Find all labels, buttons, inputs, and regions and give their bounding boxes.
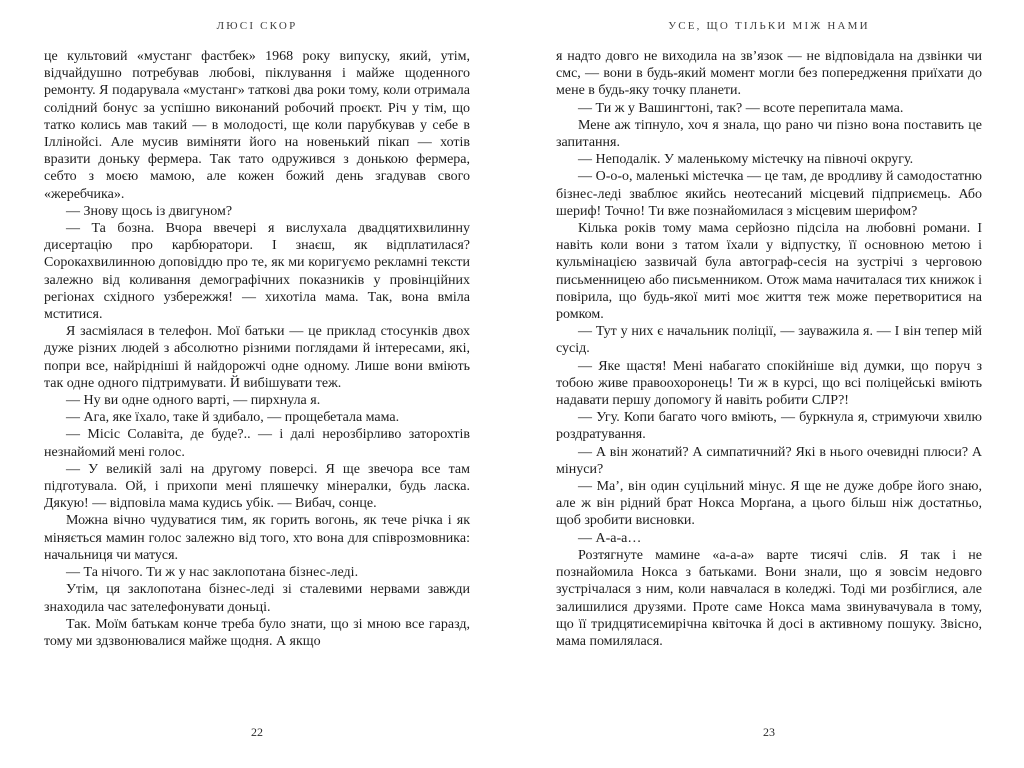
paragraph: Так. Моїм батькам конче треба було знати, що зі мною все гаразд, тому ми здзвонювалися майже щодня. А якщо — [44, 616, 470, 649]
paragraph: Можна вічно чудуватися тим, як горить вогонь, як тече річка і як міняється мамин голос залежно від того, хто вона для співрозмовника: начальниця чи матуся. — [44, 513, 470, 563]
paragraph: Розтягнуте мамине «а-а-а» варте тисячі слів. Я так і не познайомила Нокса з батьками. Вони знали, що я зовсім недовго зустрічалася з ним, коли навчалася в коледжі. Тоді ми розбіглися, але залишилися друзями. Проте саме Нокса мама звинувачувала в тому, що її тридцятисемирічна квіточка й досі в активному пошуку. Звісно, мама помилялася. — [556, 547, 982, 649]
running-header-author: ЛЮСІ СКОР — [216, 20, 298, 32]
page-number-right: 23 — [763, 725, 775, 739]
paragraph: Я засміялася в телефон. Мої батьки — це приклад стосунків двох дуже різних людей з абсолютно різними поглядами й інтересами, які, попри все, найрідніші й найдорожчі одне одному. Лише вони вміють так одне одного підтримувати. Й вибішувати теж. — [44, 324, 470, 391]
paragraph: — Ти ж у Вашингтоні, так? — всоте перепитала мама. — [578, 100, 904, 116]
paragraph: Кілька років тому мама серйозно підсіла на любовні романи. І навіть коли вони з татом їхали у відпустку, її основною метою і кульмінацією зазвичай була автограф-сесія на зустрічі з черговою письменницею або письменником. Отож мама начиталася тих книжок і повірила, що будь-якої миті моє життя теж може перетворитися на ромком. — [556, 221, 982, 323]
paragraph: — Місіс Солавіта, де буде?.. — і далі нерозбірливо заторохтів незнайомий мені голос. — [44, 427, 470, 460]
paragraph: — Угу. Копи багато чого вміють, — буркнула я, стримуючи хвилю роздратування. — [556, 410, 982, 443]
paragraph: — Ну ви одне одного варті, — пирхнула я. — [66, 393, 321, 409]
page-number-left: 22 — [251, 725, 263, 739]
text-column-right — [556, 48, 982, 650]
paragraph: — У великій залі на другому поверсі. Я ще звечора все там підготувала. Ой, і прихопи мені пляшечку мінералки, будь ласка. Дякую! — відповіла мама кудись убік. — Вибач, сонце. — [44, 461, 470, 512]
paragraph: — О-о-о, маленькі містечка — це там, де вродливу й самодостатню бізнес-леді зваблює якийсь неотесаний місцевий підприємець. Або шериф! Точно! Ти вже познайомилася з місцевим шерифом? — [556, 169, 982, 219]
paragraph: — Ма’, він один суцільний мінус. Я ще не дуже добре його знаю, але ж він рідний брат Нокса Морґана, а цього більш ніж достатньо, щоб зробити висновки. — [556, 479, 982, 529]
paragraph: — А він жонатий? А симпатичний? Які в нього очевидні плюси? А мінуси? — [556, 444, 982, 477]
paragraph: — Тут у них є начальник поліції, — зауважила я. — І він тепер мій сусід. — [556, 324, 982, 357]
paragraph: — Та нічого. Ти ж у нас заклопотана бізнес-леді. — [66, 565, 359, 581]
paragraph: я надто довго не виходила на зв’язок — не відповідала на дзвінки чи смс, — вони в будь-який момент могли без попередження приїхати до мене в будь-яку точку планети. — [556, 49, 982, 99]
paragraph: — Неподалік. У маленькому містечку на півночі округу. — [578, 152, 914, 168]
paragraph: — А-а-а… — [578, 530, 642, 546]
paragraph: Утім, ця заклопотана бізнес-леді зі сталевими нервами завжди знаходила час зателефонувати доньці. — [44, 582, 470, 615]
paragraph: — Яке щастя! Мені набагато спокійніше від думки, що поруч з тобою живе правоохоронець! Ти ж в курсі, що всі поліцейські вміють надавати першу допомогу й навіть робити СЛР?! — [556, 358, 982, 409]
text-column-left — [44, 48, 470, 650]
paragraph: це культовий «мустанг фастбек» 1968 року випуску, який, утім, відчайдушно потребував любові, піклування і майже щоденного ремонту. Я подарувала «мустанг» таткові два роки тому, коли отримала солідний бонус за успішно виконаний робочий проєкт. Річ у тім, що татко колись мав такий — в молодості, ще коли парубкував у себе в Іллінойсі. Але мусив виміняти його на новенький пікап — хотів вразити доньку фермера. Так тато одружився з донькою фермера, себто з моєю мамою, але кожен божий день згадував свого «жеребчика». — [44, 49, 470, 202]
running-header-title: УСЕ, ЩО ТІЛЬКИ МІЖ НАМИ — [668, 20, 870, 32]
paragraph: — Ага, яке їхало, таке й здибало, — прощебетала мама. — [66, 410, 400, 426]
page-right — [512, 0, 1024, 768]
paragraph: — Знову щось із двигуном? — [66, 203, 233, 219]
paragraph: — Та бозна. Вчора ввечері я вислухала двадцятихвилинну дисертацію про карбюратори. І знаєш, як відплатилася? Сорокахвилинною доповіддю про те, як ми коригуємо рекламні тексти залежно від коливання демографічних показників у провінційних регіонах східного узбережжя! — хихотіла мама. Так, вона вміла мститися. — [44, 221, 470, 323]
paragraph: Мене аж тіпнуло, хоч я знала, що рано чи пізно вона поставить це запитання. — [556, 117, 982, 151]
